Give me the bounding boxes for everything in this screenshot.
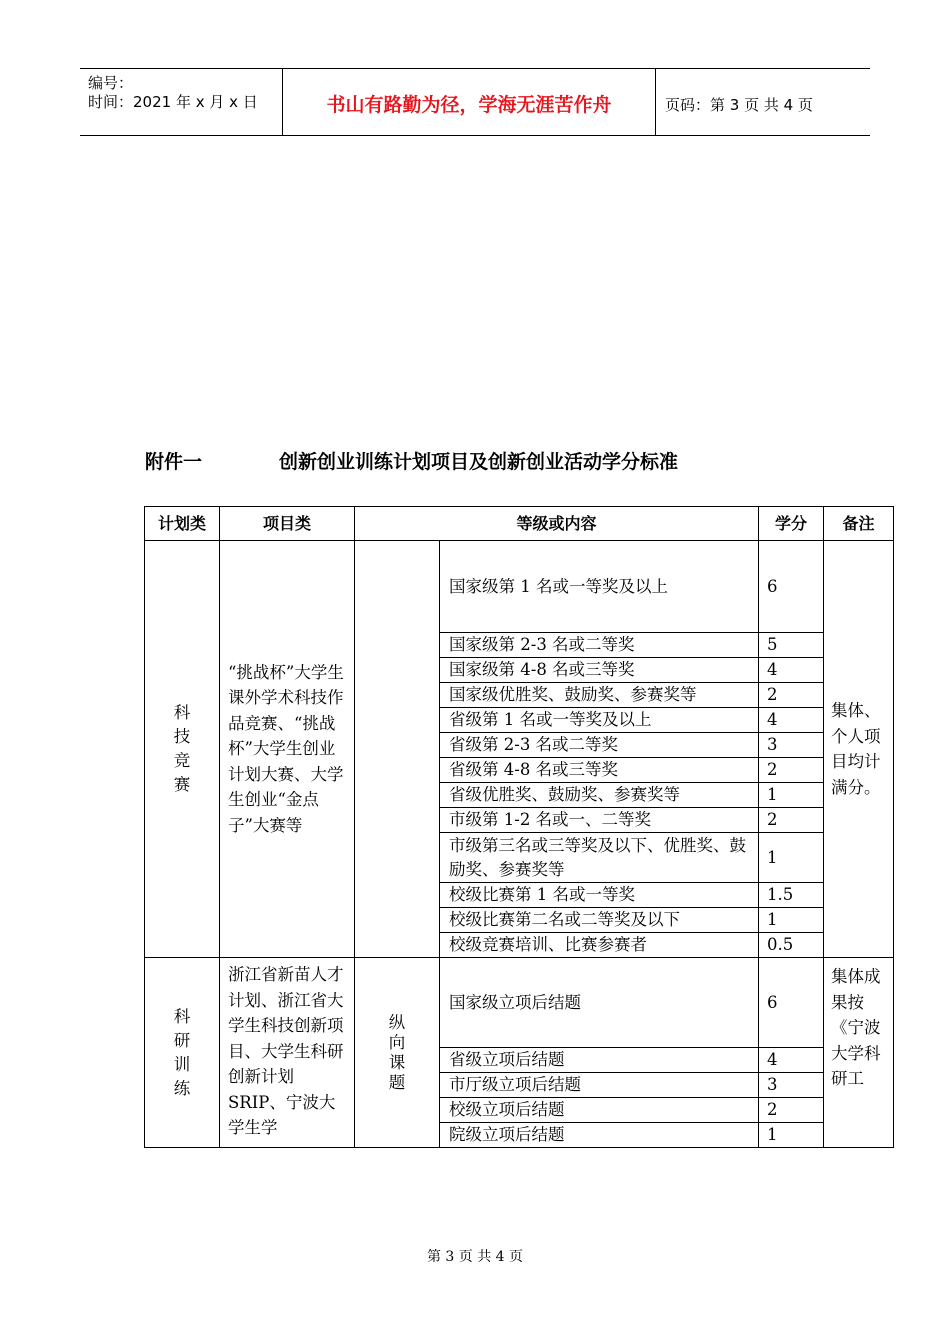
subcategory-label: 纵向课题 [388,1012,406,1092]
content-cell: 国家级第 2-3 名或二等奖 [440,633,759,658]
credit-cell: 1 [759,908,824,933]
credit-cell: 2 [759,683,824,708]
credit-cell: 6 [759,541,824,633]
header-time-label: 时间：2021 年 x 月 x 日 [88,93,258,111]
credit-cell: 1 [759,783,824,808]
project-cell: “挑战杯”大学生课外学术科技作品竞赛、“挑战杯”大学生创业计划大赛、大学生创业“金点子”大赛等 [220,541,355,958]
content-cell: 省级立项后结题 [440,1048,759,1073]
content-cell: 市级第三名或三等奖及以下、优胜奖、鼓励奖、参赛奖等 [440,833,759,883]
plan-cell [145,541,220,958]
content-cell: 市厅级立项后结题 [440,1073,759,1098]
header-credit: 学分 [759,507,824,541]
content-cell: 校级比赛第 1 名或一等奖 [440,883,759,908]
credit-standard-table [144,506,894,1148]
credit-cell: 4 [759,658,824,683]
content-cell: 省级第 2-3 名或二等奖 [440,733,759,758]
page-footer: 第 3 页 共 4 页 [426,1249,524,1265]
content-cell: 省级优胜奖、鼓励奖、参赛奖等 [440,783,759,808]
header-number-label: 编号： [88,74,134,92]
credit-cell: 1.5 [759,883,824,908]
table-row [145,958,894,1048]
plan-cell [145,958,220,1148]
note-cell: 集体成果按《宁波大学科研工 [824,958,894,1148]
content-cell: 省级第 4-8 名或三等奖 [440,758,759,783]
credit-cell: 6 [759,958,824,1048]
header-motto: 书山有路勤为径，学海无涯苦作舟 [326,94,612,116]
credit-cell: 4 [759,1048,824,1073]
content-cell: 院级立项后结题 [440,1123,759,1148]
content-cell: 国家级第 4-8 名或三等奖 [440,658,759,683]
header-divider-right [655,68,656,136]
credit-cell: 0.5 [759,933,824,958]
credit-cell: 2 [759,1098,824,1123]
content-cell: 校级比赛第二名或二等奖及以下 [440,908,759,933]
content-cell: 国家级立项后结题 [440,958,759,1048]
credit-cell: 4 [759,708,824,733]
credit-cell: 5 [759,633,824,658]
document-title-prefix: 附件一 [145,451,203,473]
content-cell: 市级第 1-2 名或一、二等奖 [440,808,759,833]
credit-cell: 3 [759,1073,824,1098]
document-title: 创新创业训练计划项目及创新创业活动学分标准 [279,451,679,473]
content-cell: 国家级优胜奖、鼓励奖、参赛奖等 [440,683,759,708]
content-cell: 省级第 1 名或一等奖及以上 [440,708,759,733]
content-cell: 国家级第 1 名或一等奖及以上 [440,541,759,633]
credit-cell: 3 [759,733,824,758]
header-page-label: 页码：第 3 页 共 4 页 [665,96,813,114]
credit-cell: 1 [759,1123,824,1148]
subcategory-cell [355,541,440,958]
credit-cell: 2 [759,758,824,783]
note-cell: 集体、个人项目均计满分。 [824,541,894,958]
header-project: 项目类 [220,507,355,541]
header-bottom-rule [80,135,870,136]
content-cell: 校级竞赛培训、比赛参赛者 [440,933,759,958]
content-cell: 校级立项后结题 [440,1098,759,1123]
credit-cell: 2 [759,808,824,833]
plan-label: 科研训练 [173,1006,191,1098]
project-cell: 浙江省新苗人才计划、浙江省大学生科技创新项目、大学生科研创新计划SRIP、宁波大学生学 [220,958,355,1148]
header-content: 等级或内容 [355,507,759,541]
header-note: 备注 [824,507,894,541]
header-divider-left [282,68,283,136]
plan-label: 科技竞赛 [173,703,191,794]
table-row [145,541,894,633]
subcategory-cell [355,958,440,1148]
header-top-rule [80,68,870,69]
credit-cell: 1 [759,833,824,883]
table-header-row [145,507,894,541]
header-plan: 计划类 [145,507,220,541]
